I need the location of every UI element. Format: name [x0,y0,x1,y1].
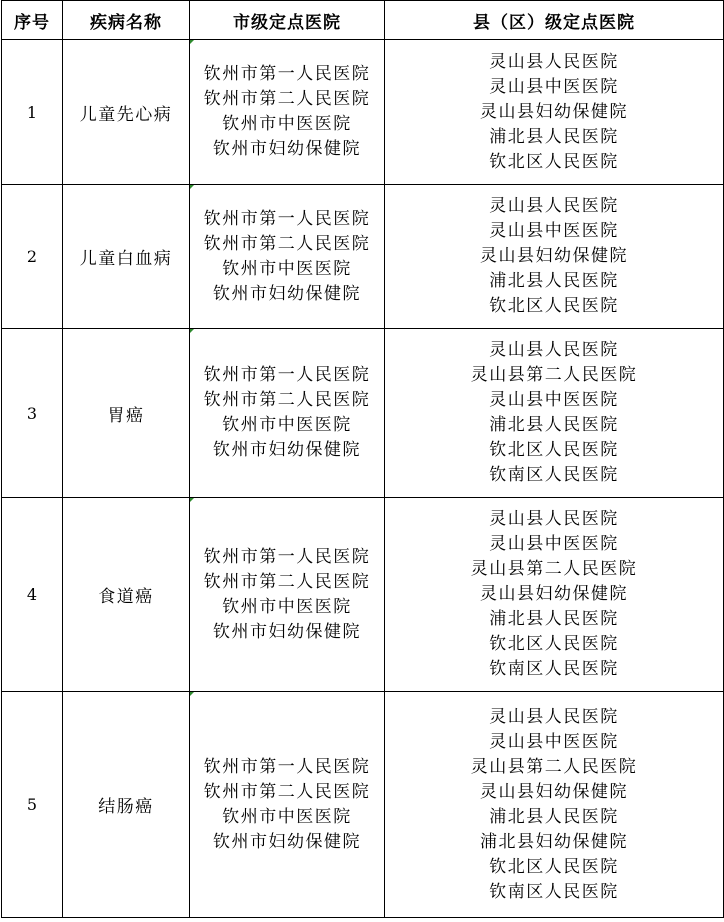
header-index: 序号 [2,1,63,40]
city-hospital-list [190,40,385,185]
county-hospital: 灵山县中医医院 [489,731,619,752]
county-hospital: 浦北县人民医院 [489,126,619,147]
row-index: 5 [2,692,63,918]
city-hospital: 钦州市妇幼保健院 [213,139,361,159]
county-hospital: 浦北县人民医院 [489,609,619,629]
row-index: 4 [2,498,63,692]
county-hospital: 灵山县妇幼保健院 [480,101,628,122]
county-hospital: 钦南区人民医院 [489,881,619,902]
county-hospital-list [385,498,724,692]
row-disease: 儿童白血病 [63,185,190,329]
city-hospital: 钦州市第二人民医院 [203,89,371,109]
city-hospital: 钦州市第二人民医院 [203,390,371,410]
county-hospital-list [385,40,724,185]
county-hospital: 灵山县人民医院 [489,340,619,360]
row-disease: 食道癌 [63,498,190,692]
header-disease: 疾病名称 [63,1,190,40]
hospital-table [1,0,724,918]
header-row [2,1,724,40]
city-hospital: 钦州市中医医院 [222,596,352,617]
county-hospital: 灵山县人民医院 [489,196,619,216]
county-hospital: 灵山县妇幼保健院 [480,781,628,802]
county-hospital: 灵山县第二人民医院 [470,559,638,579]
table-row [2,329,724,498]
city-hospital: 钦州市第一人民医院 [203,64,371,84]
county-hospital: 灵山县中医医院 [489,221,619,241]
county-hospital: 灵山县人民医院 [489,706,619,727]
row-index: 3 [2,329,63,498]
county-hospital-list [385,329,724,498]
city-hospital-list [190,185,385,329]
city-hospital: 钦州市妇幼保健院 [213,621,361,642]
city-hospital: 钦州市第二人民医院 [203,781,371,802]
county-hospital: 浦北县妇幼保健院 [480,831,628,852]
row-disease: 胃癌 [63,329,190,498]
county-hospital: 灵山县人民医院 [489,509,619,529]
row-index: 2 [2,185,63,329]
city-hospital-list [190,498,385,692]
county-hospital: 灵山县妇幼保健院 [480,246,628,266]
county-hospital: 浦北县人民医院 [489,415,619,435]
row-disease: 儿童先心病 [63,40,190,185]
county-hospital: 灵山县妇幼保健院 [480,584,628,604]
county-hospital: 灵山县中医医院 [489,390,619,410]
table-row [2,692,724,918]
county-hospital: 钦南区人民医院 [489,465,619,485]
row-index: 1 [2,40,63,185]
city-hospital: 钦州市第一人民医院 [203,365,371,385]
city-hospital: 钦州市中医医院 [222,114,352,134]
county-hospital: 钦北区人民医院 [489,856,619,877]
header-county-hospitals: 县（区）级定点医院 [385,1,724,40]
county-hospital-list [385,185,724,329]
table-row [2,40,724,185]
county-hospital: 钦北区人民医院 [489,151,619,172]
table-row [2,185,724,329]
city-hospital-list [190,692,385,918]
city-hospital: 钦州市中医医院 [222,415,352,435]
city-hospital: 钦州市第一人民医院 [203,546,371,567]
city-hospital: 钦州市妇幼保健院 [213,283,361,304]
county-hospital: 灵山县中医医院 [489,534,619,554]
row-disease: 结肠癌 [63,692,190,918]
city-hospital: 钦州市中医医院 [222,258,352,279]
county-hospital: 灵山县人民医院 [489,51,619,72]
city-hospital-list [190,329,385,498]
county-hospital: 钦北区人民医院 [489,634,619,654]
city-hospital: 钦州市中医医院 [222,806,352,827]
header-city-hospitals: 市级定点医院 [190,1,385,40]
county-hospital: 浦北县人民医院 [489,806,619,827]
city-hospital: 钦州市第一人民医院 [203,756,371,777]
county-hospital: 灵山县第二人民医院 [470,756,638,777]
city-hospital: 钦州市第一人民医院 [203,208,371,229]
county-hospital: 灵山县第二人民医院 [470,365,638,385]
city-hospital: 钦州市第二人民医院 [203,233,371,254]
city-hospital: 钦州市妇幼保健院 [213,440,361,460]
county-hospital: 钦北区人民医院 [489,440,619,460]
county-hospital-list [385,692,724,918]
county-hospital: 钦南区人民医院 [489,659,619,679]
city-hospital: 钦州市第二人民医院 [203,571,371,592]
county-hospital: 钦北区人民医院 [489,296,619,316]
table-row [2,498,724,692]
county-hospital: 灵山县中医医院 [489,76,619,97]
county-hospital: 浦北县人民医院 [489,271,619,291]
city-hospital: 钦州市妇幼保健院 [213,831,361,852]
